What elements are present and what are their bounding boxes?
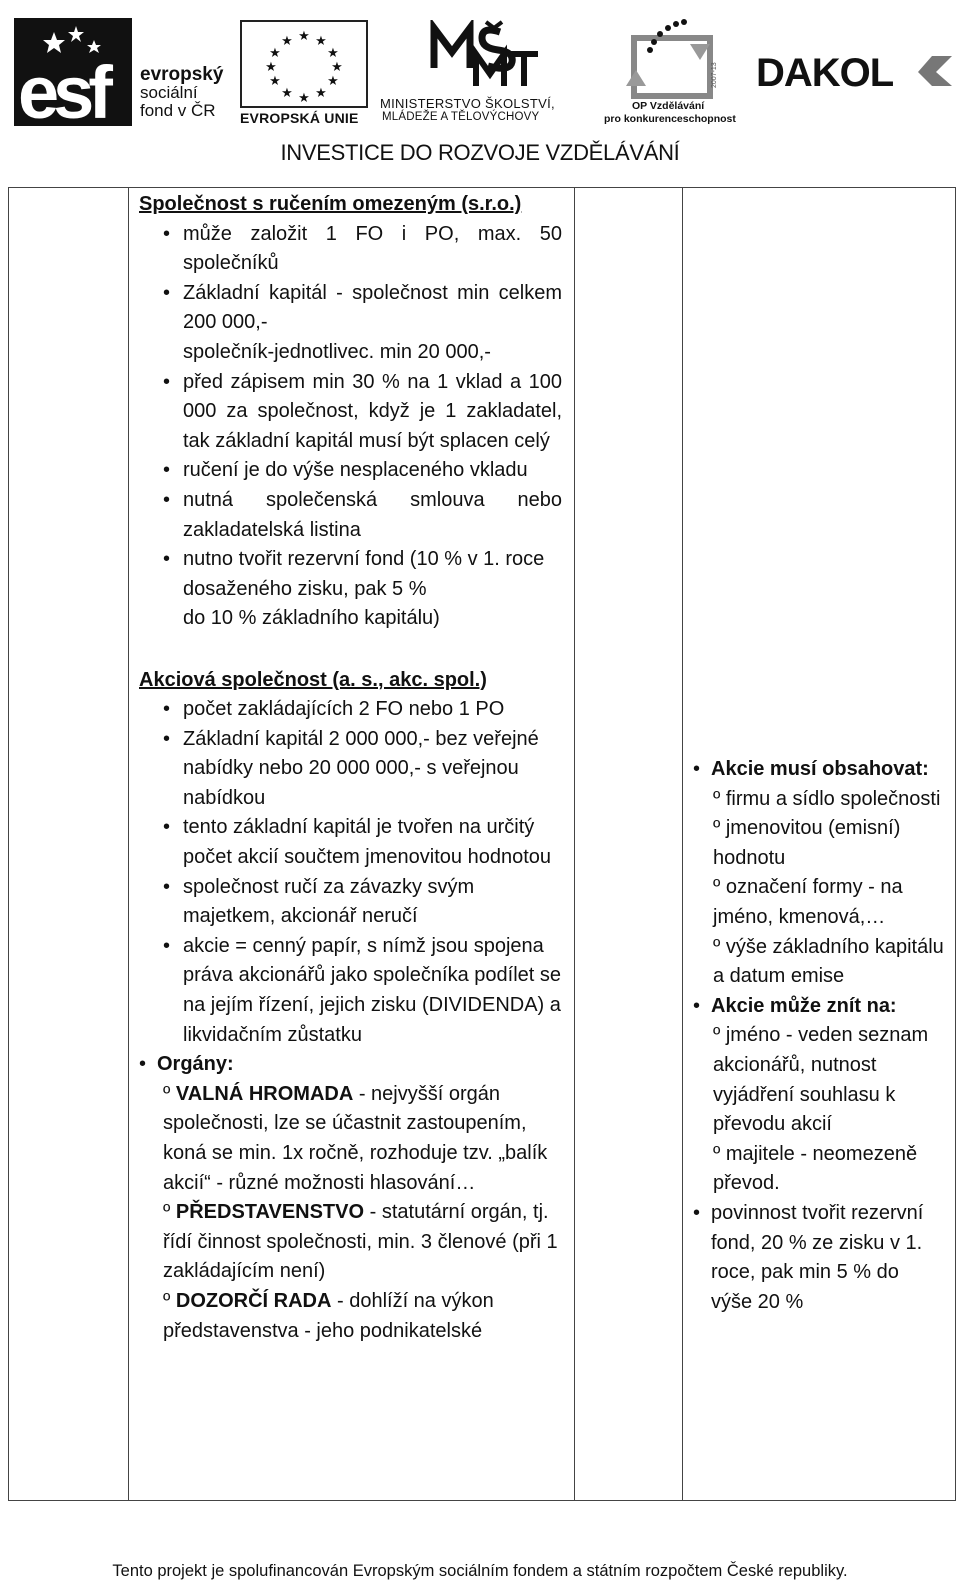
msmt-line-2: MLÁDEŽE A TĚLOVÝCHOVY bbox=[382, 111, 540, 123]
empty-column-left bbox=[9, 188, 129, 1501]
organ-item: º PŘEDSTAVENSTVO - statutární orgán, tj. řídí činnost společnosti, min. 3 členové (při 1 zakládajícím není) bbox=[163, 1201, 558, 1283]
as-bullet: • tento základní kapitál je tvořen na určitý počet akcií součtem jmenovitou hodnotou bbox=[139, 813, 562, 872]
sro-bullet: • může založit 1 FO i PO, max. 50 společníků bbox=[139, 220, 562, 279]
shares-may-item: º jméno - veden seznam akcionářů, nutnost vyjádření souhlasu k převodu akcií bbox=[713, 1024, 929, 1136]
reserve-fund-note: • povinnost tvořit rezervní fond, 20 % ze zisku v 1. roce, pak min 5 % do výše 20 % bbox=[693, 1199, 945, 1317]
shares-must-item: º firmu a sídlo společnosti bbox=[713, 787, 941, 810]
esf-logo bbox=[14, 18, 132, 126]
sro-continuation: společník-jednotlivec. min 20 000,- bbox=[183, 340, 491, 363]
eu-flag-logo bbox=[240, 20, 368, 108]
companies-column bbox=[129, 188, 575, 1501]
msmt-line-1: MINISTERSTVO ŠKOLSTVÍ, bbox=[380, 96, 555, 111]
as-bullet: • společnost ručí za závazky svým majetkem, akcionář neručí bbox=[139, 873, 562, 932]
svg-text:★: ★ bbox=[298, 28, 310, 43]
shares-must-item: º označení formy - na jméno, kmenová,… bbox=[713, 876, 903, 928]
shares-column bbox=[683, 188, 956, 1501]
dakol-logo bbox=[756, 52, 952, 90]
sro-bullet: • před zápisem min 30 % na 1 vklad a 100 000 za společnost, když je 1 zakladatel, tak základní kapitál musí být splacen celý bbox=[139, 368, 562, 457]
svg-text:★: ★ bbox=[315, 33, 327, 48]
sro-heading: Společnost s ručením omezeným (s.r.o.) bbox=[139, 193, 522, 215]
svg-text:★: ★ bbox=[269, 73, 281, 88]
shares-may-item: º majitele - neomezeně převod. bbox=[713, 1142, 918, 1195]
empty-column-middle bbox=[575, 188, 683, 1501]
organ-item: º DOZORČÍ RADA - dohlíží na výkon představenstva - jeho podnikatelské bbox=[163, 1289, 494, 1342]
op-logo bbox=[624, 14, 724, 106]
sro-continuation: do 10 % základního kapitálu) bbox=[183, 607, 440, 630]
svg-text:★: ★ bbox=[327, 45, 339, 60]
shares-must-item: º jmenovitou (emisní) hodnotu bbox=[713, 817, 901, 869]
content-table bbox=[8, 187, 956, 1501]
esf-line-1: evropský bbox=[140, 64, 224, 85]
op-line-1: OP Vzdělávání bbox=[632, 100, 705, 112]
footer-note: Tento projekt je spolufinancován Evropským sociálním fondem a státním rozpočtem České republiky. bbox=[112, 1562, 848, 1580]
shares-must-heading: • Akcie musí obsahovat: bbox=[693, 755, 945, 785]
svg-text:★: ★ bbox=[265, 59, 277, 74]
project-banner: INVESTICE DO ROZVOJE VZDĚLÁVÁNÍ bbox=[280, 140, 680, 165]
svg-text:★: ★ bbox=[315, 85, 327, 100]
sro-bullet: • Základní kapitál - společnost min celkem 200 000,- bbox=[139, 279, 562, 338]
shares-may-heading: • Akcie může znít na: bbox=[693, 992, 945, 1022]
esf-line-2: sociální bbox=[140, 83, 198, 102]
esf-line-3: fond v ČR bbox=[140, 101, 216, 120]
svg-text:★: ★ bbox=[281, 85, 293, 100]
svg-text:★: ★ bbox=[331, 59, 343, 74]
sro-bullet: • nutná společenská smlouva nebo zakladatelská listina bbox=[139, 486, 562, 545]
svg-text:★: ★ bbox=[298, 90, 310, 105]
as-heading: Akciová společnost (a. s., akc. spol.) bbox=[139, 668, 487, 691]
svg-text:★: ★ bbox=[327, 73, 339, 88]
svg-text:esf: esf bbox=[18, 51, 107, 126]
svg-text:★: ★ bbox=[269, 45, 281, 60]
organ-item: º VALNÁ HROMADA - nejvyšší orgán společnosti, lze se účastnit zastoupením, koná se min. 1x ročně, rozhoduje tzv. „balík akcií“ - různé možnosti hlasování… bbox=[163, 1082, 548, 1194]
as-bullet: • akcie = cenný papír, s nímž jsou spojena práva akcionářů jako společníka podílet se na jejím řízení, jejich zisku (DIVIDENDA) a likvidačním zůstatku bbox=[139, 932, 562, 1050]
logo-bar bbox=[0, 0, 960, 185]
sro-bullet: • ručení je do výše nesplaceného vkladu bbox=[139, 456, 562, 486]
svg-text:★: ★ bbox=[281, 33, 293, 48]
svg-text:2007-13: 2007-13 bbox=[711, 62, 718, 88]
sro-bullet: • nutno tvořit rezervní fond (10 % v 1. roce dosaženého zisku, pak 5 % bbox=[139, 545, 562, 604]
as-bullet: • počet zakládajících 2 FO nebo 1 PO bbox=[139, 695, 562, 725]
svg-text:DAKOL: DAKOL bbox=[756, 52, 894, 90]
organs-heading: • Orgány: bbox=[139, 1050, 562, 1080]
table-row bbox=[9, 188, 956, 1501]
as-bullet: • Základní kapitál 2 000 000,- bez veřejné nabídky nebo 20 000 000,- s veřejnou nabídkou bbox=[139, 725, 562, 814]
msmt-logo bbox=[430, 20, 542, 90]
eu-label: EVROPSKÁ UNIE bbox=[240, 110, 359, 126]
op-line-2: pro konkurenceschopnost bbox=[604, 113, 736, 125]
shares-must-item: º výše základního kapitálu a datum emise bbox=[713, 935, 944, 988]
esf-wordmark bbox=[140, 66, 223, 120]
